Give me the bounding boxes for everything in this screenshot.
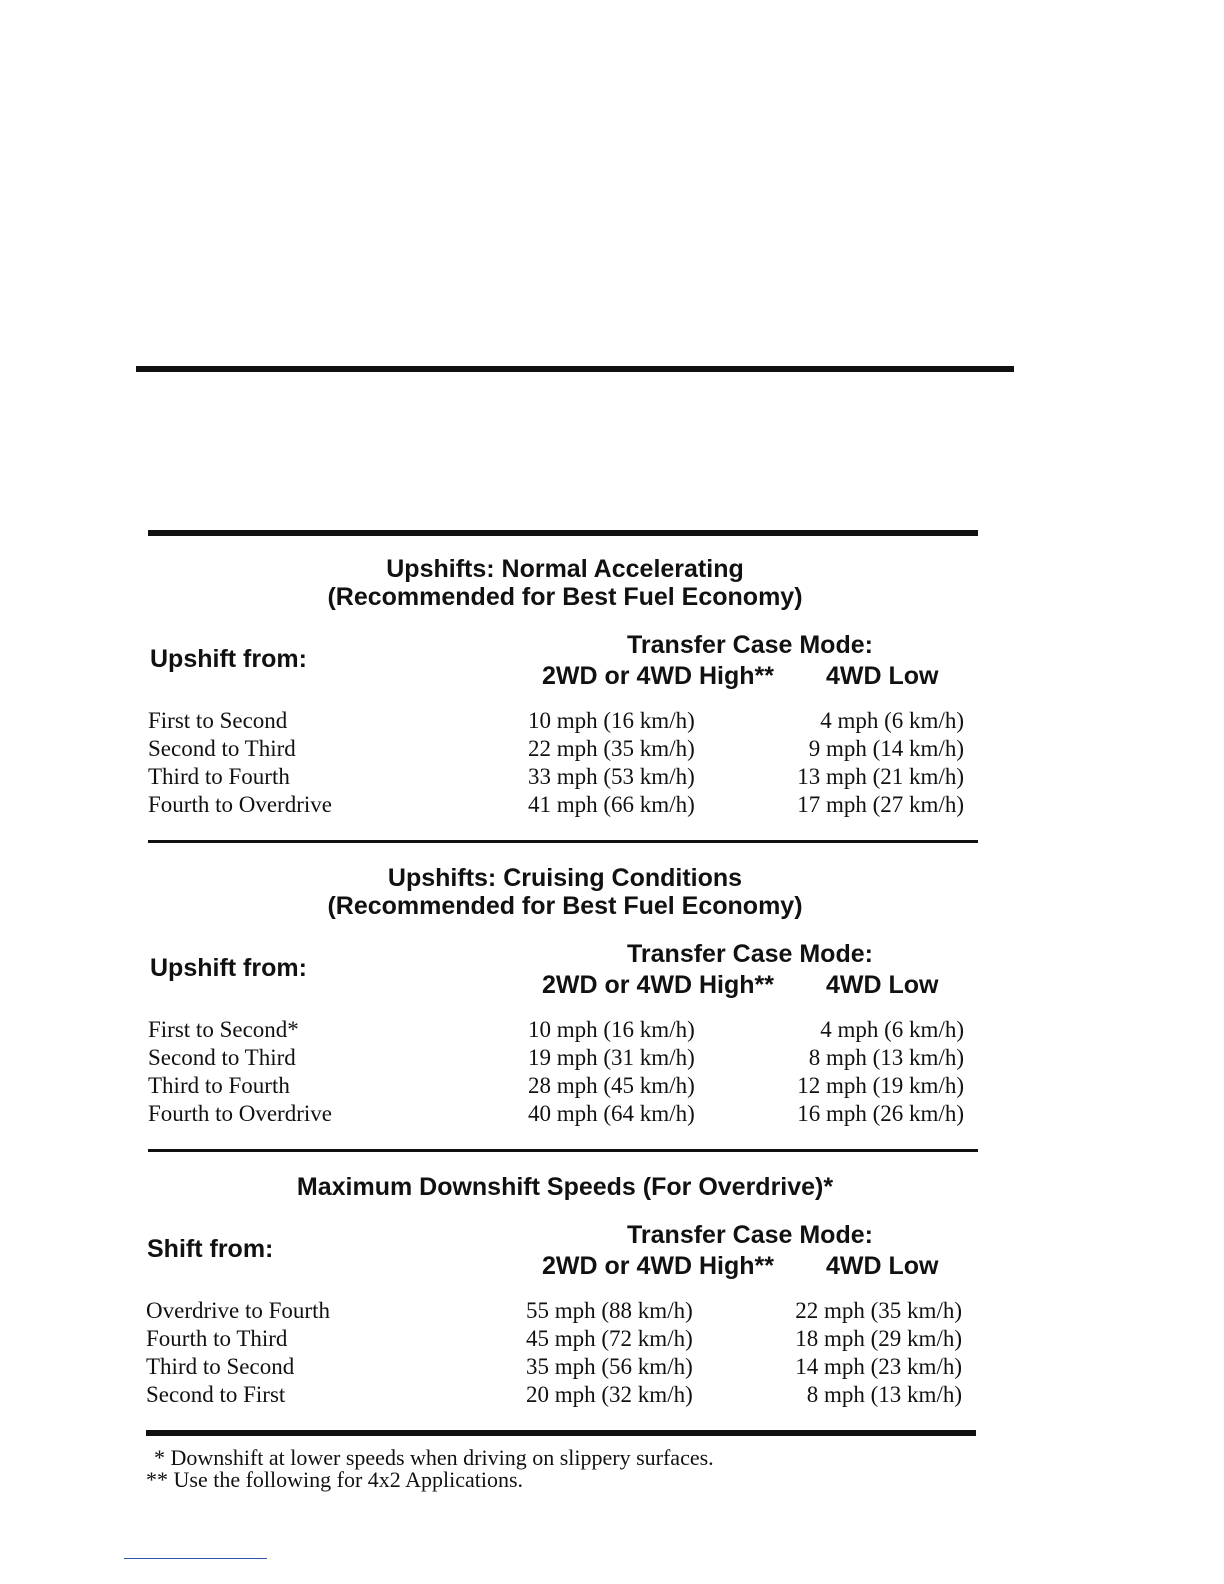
- section-2-title-line1: Upshifts: Cruising Conditions: [387, 864, 743, 892]
- low-speed-cell: 8 mph (13 km/h): [808, 1045, 964, 1070]
- high-speed-cell: 28 mph (45 km/h): [528, 1073, 695, 1098]
- section-2-mode-header: Transfer Case Mode:: [627, 940, 873, 968]
- high-speed-cell: 10 mph (16 km/h): [528, 708, 695, 733]
- low-speed-cell: 8 mph (13 km/h): [806, 1382, 962, 1407]
- high-speed-cell: 35 mph (56 km/h): [526, 1354, 693, 1379]
- section-1-row-label: Upshift from:: [150, 645, 307, 673]
- section-2-table: [148, 1016, 978, 1128]
- gear-cell: Fourth to Third: [146, 1326, 288, 1351]
- section-2-row-label: Upshift from:: [150, 954, 307, 982]
- table-row: [148, 1072, 978, 1100]
- high-speed-cell: 20 mph (32 km/h): [526, 1382, 693, 1407]
- section-1-title-line1: Upshifts: Normal Accelerating: [386, 555, 744, 583]
- section-1-title-line2: (Recommended for Best Fuel Economy): [327, 583, 803, 611]
- link-underline-fragment: [124, 1558, 267, 1559]
- low-speed-cell: 13 mph (21 km/h): [797, 764, 964, 789]
- table-row: [146, 1297, 976, 1325]
- low-speed-cell: 22 mph (35 km/h): [795, 1298, 962, 1323]
- high-speed-cell: 55 mph (88 km/h): [526, 1298, 693, 1323]
- section-2-col1-header: 2WD or 4WD High**: [542, 971, 774, 999]
- gear-cell: Second to Third: [148, 736, 296, 761]
- table-row: [148, 707, 978, 735]
- table-row: [146, 1353, 976, 1381]
- high-speed-cell: 10 mph (16 km/h): [528, 1017, 695, 1042]
- section-3-title: [150, 1173, 980, 1201]
- footnote-2: ** Use the following for 4x2 Applications.: [146, 1467, 524, 1492]
- gear-cell: First to Second*: [148, 1017, 299, 1042]
- section-3-col1-header: 2WD or 4WD High**: [542, 1252, 774, 1280]
- low-speed-cell: 4 mph (6 km/h): [820, 708, 964, 733]
- section-3-table: [146, 1297, 976, 1409]
- section-2-title: [150, 864, 980, 920]
- high-speed-cell: 22 mph (35 km/h): [528, 736, 695, 761]
- low-speed-cell: 14 mph (23 km/h): [795, 1354, 962, 1379]
- table-row: [148, 791, 978, 819]
- table-row: [148, 1044, 978, 1072]
- low-speed-cell: 16 mph (26 km/h): [797, 1101, 964, 1126]
- table-row: [148, 735, 978, 763]
- section-2-title-line2: (Recommended for Best Fuel Economy): [327, 892, 803, 920]
- table-row: [146, 1381, 976, 1409]
- section-3-row-label: Shift from:: [147, 1235, 274, 1263]
- low-speed-cell: 18 mph (29 km/h): [795, 1326, 962, 1351]
- top-divider: [136, 366, 1014, 372]
- section-2-top-rule: [148, 840, 978, 843]
- high-speed-cell: 40 mph (64 km/h): [528, 1101, 695, 1126]
- gear-cell: Third to Fourth: [148, 1073, 290, 1098]
- table-row: [148, 763, 978, 791]
- high-speed-cell: 45 mph (72 km/h): [526, 1326, 693, 1351]
- gear-cell: Fourth to Overdrive: [148, 792, 332, 817]
- low-speed-cell: 17 mph (27 km/h): [797, 792, 964, 817]
- low-speed-cell: 4 mph (6 km/h): [820, 1017, 964, 1042]
- high-speed-cell: 33 mph (53 km/h): [528, 764, 695, 789]
- gear-cell: Second to First: [146, 1382, 286, 1407]
- section-1-col1-header: 2WD or 4WD High**: [542, 662, 774, 690]
- bottom-rule: [146, 1430, 976, 1436]
- section-1-top-rule: [148, 530, 978, 536]
- section-1-mode-header: Transfer Case Mode:: [627, 631, 873, 659]
- section-2-col2-header: 4WD Low: [826, 971, 939, 999]
- high-speed-cell: 41 mph (66 km/h): [528, 792, 695, 817]
- section-1-col2-header: 4WD Low: [826, 662, 939, 690]
- table-row: [148, 1100, 978, 1128]
- table-row: [146, 1325, 976, 1353]
- gear-cell: Third to Second: [146, 1354, 295, 1379]
- gear-cell: Overdrive to Fourth: [146, 1298, 330, 1323]
- gear-cell: Fourth to Overdrive: [148, 1101, 332, 1126]
- low-speed-cell: 9 mph (14 km/h): [808, 736, 964, 761]
- section-3-top-rule: [148, 1149, 978, 1152]
- table-row: [148, 1016, 978, 1044]
- section-1-table: [148, 707, 978, 819]
- footnotes: [146, 1447, 714, 1491]
- gear-cell: Third to Fourth: [148, 764, 290, 789]
- high-speed-cell: 19 mph (31 km/h): [528, 1045, 695, 1070]
- section-1-title: [150, 555, 980, 611]
- section-3-col2-header: 4WD Low: [826, 1252, 939, 1280]
- gear-cell: Second to Third: [148, 1045, 296, 1070]
- section-3-title-line1: Maximum Downshift Speeds (For Overdrive)*: [296, 1173, 834, 1201]
- low-speed-cell: 12 mph (19 km/h): [797, 1073, 964, 1098]
- gear-cell: First to Second: [148, 708, 288, 733]
- footnote-1: * Downshift at lower speeds when driving on slippery surfaces.: [154, 1445, 714, 1470]
- section-3-mode-header: Transfer Case Mode:: [627, 1221, 873, 1249]
